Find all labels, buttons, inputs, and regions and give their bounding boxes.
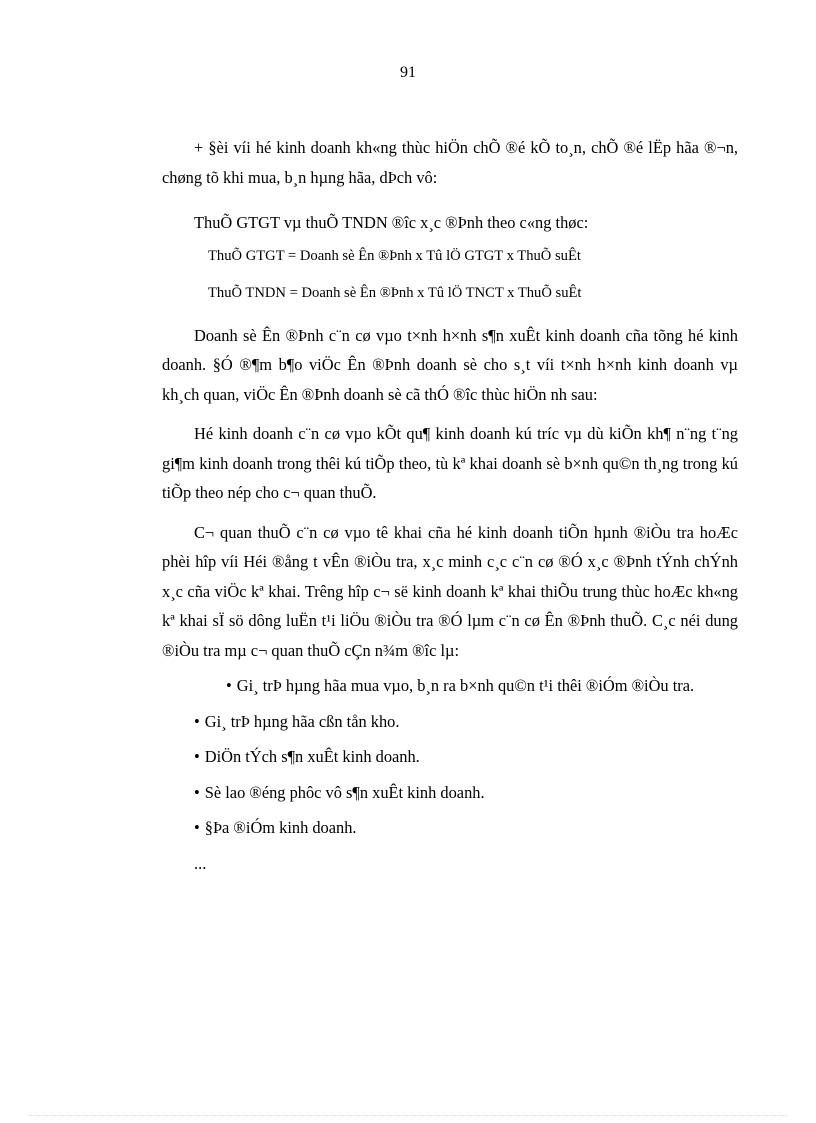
investigation-list — [162, 671, 738, 843]
formula-cit: ThuÕ TNDN = Doanh sè Ên ®Þnh x Tû lÖ TNCT x ThuÕ suÊt — [208, 284, 582, 301]
formula-vat: ThuÕ GTGT = Doanh sè Ên ®Þnh x Tû lÖ GTGT x ThuÕ suÊt — [208, 247, 581, 264]
bullet-icon: • — [194, 818, 200, 837]
list-item-text: DiÖn tÝch s¶n xuÊt kinh doanh. — [204, 747, 420, 766]
bullet-icon: • — [194, 747, 200, 766]
paragraph-revenue-assessment: Doanh sè Ên ®Þnh c¨n cø vµo t×nh h×nh s¶n xuÊt kinh doanh cña tõng hé kinh doanh. §Ó ®¶m b¶o viÖc Ên ®Þnh doanh sè cho s¸t víi t×nh h×nh kinh doanh vµ kh¸ch quan, viÖc Ên ®Þnh doanh sè cã thÓ ®îc thùc hiÖn nh sau: — [162, 325, 738, 404]
document-body — [162, 133, 738, 878]
paragraph-intro: + §èi víi hé kinh doanh kh«ng thùc hiÖn chÕ ®é kÕ to¸n, chÕ ®é lËp hãa ®¬n, chøng tõ khi mua, b¸n hµng hãa, dÞch vô: — [162, 138, 738, 187]
list-item — [194, 707, 738, 737]
bullet-icon: • — [226, 676, 232, 695]
bullet-icon: • — [194, 711, 200, 731]
list-item — [194, 813, 738, 843]
list-item-text: Sè lao ®éng phôc vô s¶n xuÊt kinh doanh. — [204, 782, 485, 802]
list-item-text: §Þa ®iÓm kinh doanh. — [204, 818, 357, 837]
page-number: 91 — [400, 64, 416, 81]
bullet-icon: • — [194, 782, 200, 802]
list-item — [162, 671, 738, 701]
footer-divider — [28, 1115, 788, 1116]
list-item — [194, 742, 738, 772]
paragraph-self-declaration: Hé kinh doanh c¨n cø vµo kÕt qu¶ kinh doanh kú tríc vµ dù kiÕn kh¶ n¨ng t¨ng gi¶m kinh doanh trong thêi kú tiÕp theo, tù kª khai doanh sè b×nh qu©n th¸ng trong kú tiÕp theo nép cho c¬ quan thuÕ. — [162, 424, 738, 502]
continuation-ellipsis: ... — [194, 853, 207, 873]
list-item — [194, 778, 738, 808]
paragraph-tax-authority: C¬ quan thuÕ c¨n cø vµo tê khai cña hé kinh doanh tiÕn hµnh ®iÒu tra hoÆc phèi hîp víi Héi ®ång t vÊn ®iÒu tra, x¸c minh c¸c c¨n cø ®Ó x¸c ®Þnh tÝnh chÝnh x¸c cña viÖc kª khai. Trêng hîp c¬ së kinh doanh kª khai thiÕu trung thùc hoÆc kh«ng kª khai sÏ sö dông luËn t¹i liÖu ®iÒu tra ®Ó lµm c¨n cø Ên ®Þnh thuÕ. C¸c néi dung ®iÒu tra mµ c¬ quan thuÕ cÇn n¾m ®îc lµ: — [162, 522, 738, 660]
list-item-text: Gi¸ trÞ hµng hãa cßn tån kho. — [204, 711, 400, 731]
formula-heading: ThuÕ GTGT vµ thuÕ TNDN ®îc x¸c ®Þnh theo c«ng thøc: — [194, 213, 589, 232]
list-item-text: Gi¸ trÞ hµng hãa mua vµo, b¸n ra b×nh qu©n t¹i thêi ®iÓm ®iÒu tra. — [236, 676, 695, 695]
